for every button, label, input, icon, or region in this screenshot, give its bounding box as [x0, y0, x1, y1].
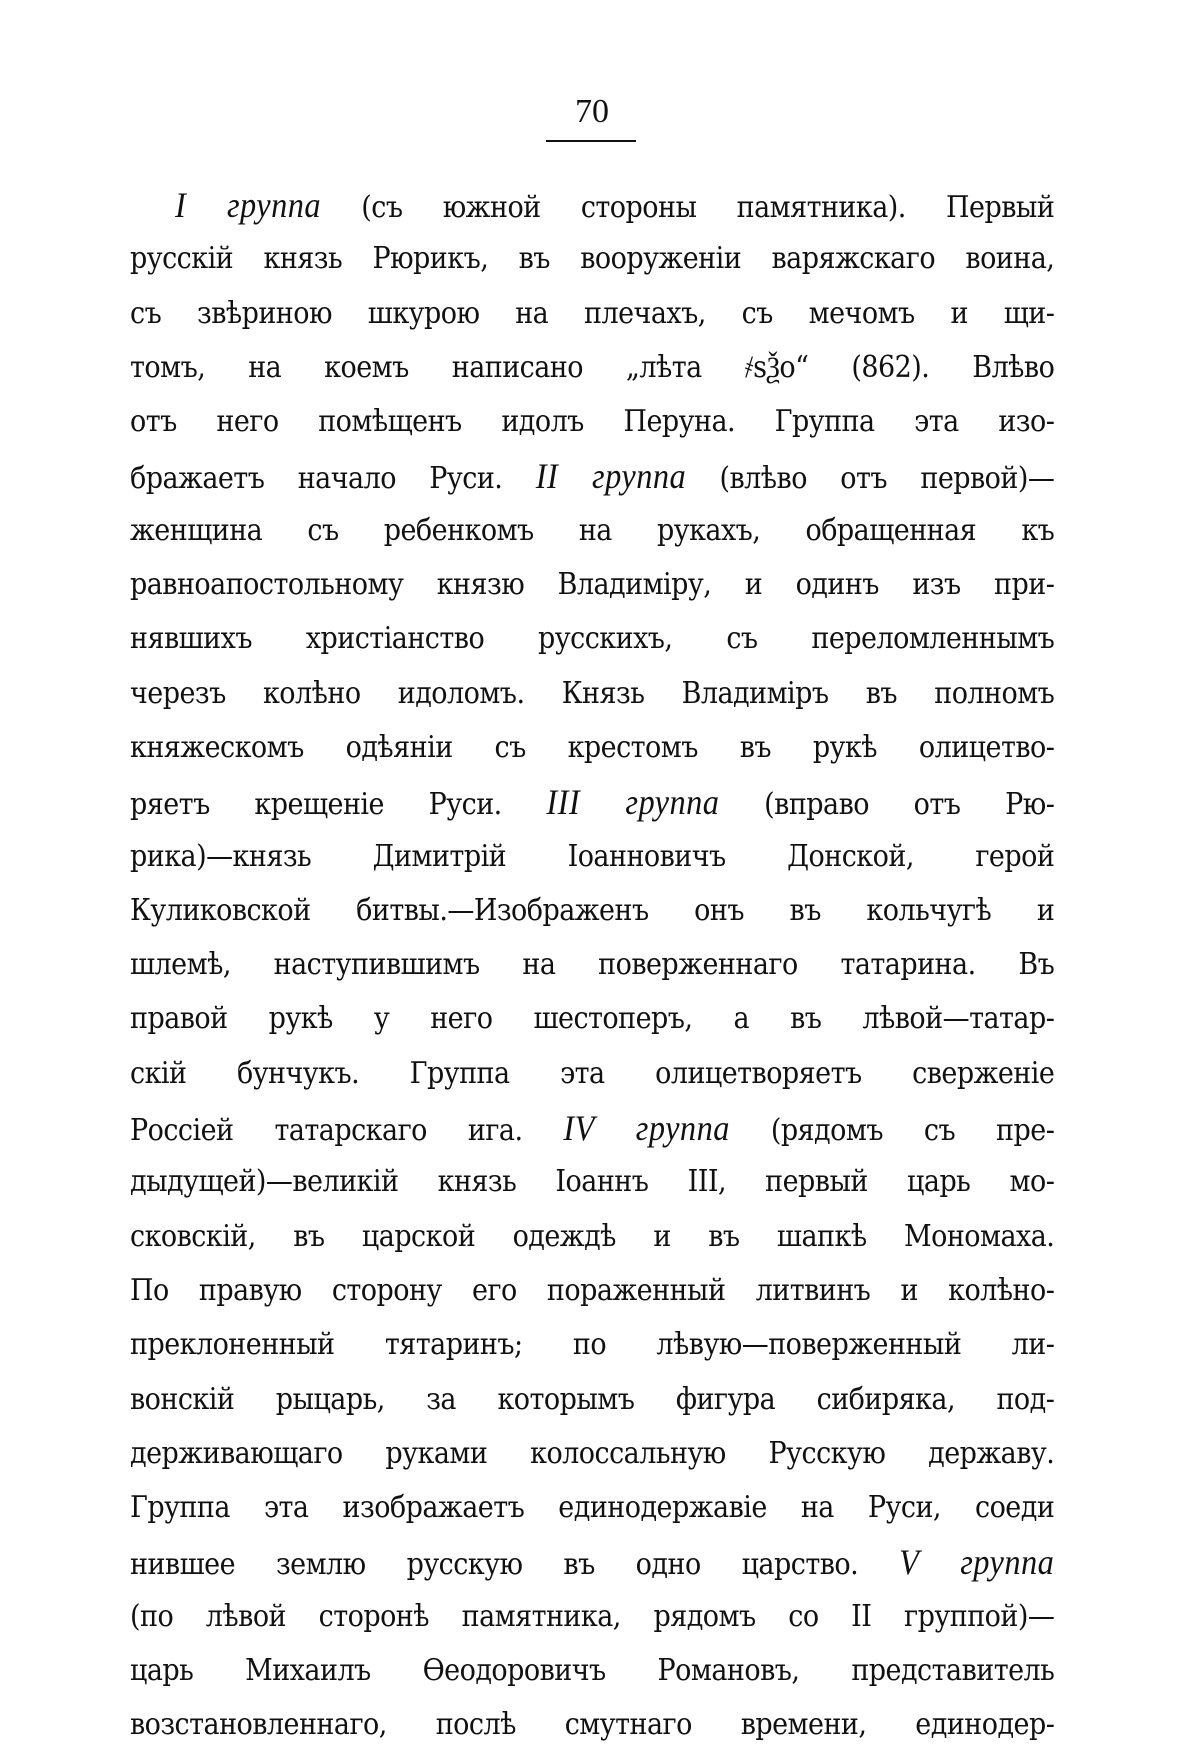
- group-heading: II группа: [535, 456, 687, 497]
- text-line: [130, 1101, 1054, 1155]
- page-number: 70: [575, 93, 609, 130]
- text-line: [130, 1047, 1054, 1101]
- text-run: сковскій, въ царской одеждѣ и въ шапкѣ Мономаха.: [130, 1218, 1055, 1254]
- text-run: держивающаго руками колоссальную Русскую державу.: [130, 1435, 1055, 1471]
- text-run: съ звѣриною шкурою на плечахъ, съ мечомъ и щи-: [130, 295, 1055, 331]
- text-line: [130, 775, 1054, 829]
- text-run: (влѣво отъ первой)—: [686, 461, 1055, 497]
- text-line: [130, 938, 1054, 992]
- text-run: нившее землю русскую въ одно царство.: [130, 1547, 900, 1583]
- text-line: [130, 992, 1054, 1046]
- text-run: равноапостольному князю Владиміру, и одинъ изъ при-: [130, 567, 1055, 603]
- text-run: (съ южной стороны памятника). Первый: [321, 190, 1055, 225]
- text-run: женщина съ ребенкомъ на рукахъ, обращенная къ: [130, 512, 1055, 548]
- group-heading: I группа: [175, 185, 322, 225]
- page-number-rule: [546, 140, 636, 142]
- group-heading: IV группа: [563, 1108, 730, 1149]
- text-run: рика)—князь Димитрій Іоанновичъ Донской, герой: [130, 838, 1055, 874]
- text-run: Группа эта изображаетъ единодержавіе на Руси, соеди: [130, 1490, 1055, 1526]
- text-run: Россіей татарскаго ига.: [130, 1113, 564, 1149]
- text-line: [130, 558, 1054, 612]
- text-line: [130, 1318, 1054, 1372]
- text-run: (по лѣвой сторонѣ памятника, рядомъ со II группой)—: [130, 1598, 1055, 1634]
- text-line: [130, 1155, 1054, 1209]
- text-run: скій бунчукъ. Группа эта олицетворяетъ сверженіе: [130, 1055, 1055, 1091]
- text-run: нявшихъ христіанство русскихъ, съ переломленнымъ: [130, 621, 1055, 657]
- text-run: русскій князь Рюрикъ, въ вооруженіи варяжскаго воина,: [130, 241, 1055, 277]
- text-run: княжескомъ одѣяніи съ крестомъ въ рукѣ олицетво-: [130, 729, 1055, 765]
- text-line: [130, 1644, 1054, 1698]
- text-line: [130, 341, 1054, 395]
- text-line: [130, 612, 1054, 666]
- text-run: преклоненный тятаринъ; по лѣвую—поверженный ли-: [130, 1327, 1055, 1363]
- text-line: [130, 1264, 1054, 1318]
- text-run: дыдущей)—великій князь Іоаннъ III, первый царь мо-: [130, 1164, 1055, 1200]
- text-run: (вправо отъ Рю-: [719, 787, 1055, 823]
- text-line: [130, 667, 1054, 721]
- text-line: [130, 884, 1054, 938]
- group-heading: V группа: [899, 1542, 1055, 1583]
- text-line: [130, 504, 1054, 558]
- text-line: [130, 1427, 1054, 1481]
- text-line: [130, 1590, 1054, 1644]
- text-line: [130, 449, 1054, 503]
- text-run: томъ, на коемъ написано „лѣта ҂sѮо“ (862). Влѣво: [130, 349, 1055, 385]
- text-run: По правую сторону его пораженный литвинъ и колѣно-: [130, 1272, 1055, 1308]
- text-run: бражаетъ начало Руси.: [130, 461, 536, 497]
- text-run: царь Михаилъ Ѳеодоровичъ Романовъ, представитель: [130, 1653, 1055, 1689]
- text-run: вонскій рыцарь, за которымъ фигура сибиряка, под-: [130, 1381, 1055, 1417]
- text-line: [130, 395, 1054, 449]
- text-line: [130, 1535, 1054, 1589]
- text-line: [130, 830, 1054, 884]
- body-text: [130, 178, 1054, 1753]
- text-run: возстановленнаго, послѣ смутнаго времени, единодер-: [130, 1707, 1055, 1743]
- text-line: [130, 178, 1054, 232]
- text-run: Куликовской битвы.—Изображенъ онъ въ кольчугѣ и: [130, 892, 1055, 928]
- group-heading: III группа: [546, 782, 720, 823]
- text-line: [130, 1698, 1054, 1752]
- text-line: [130, 232, 1054, 286]
- text-line: [130, 721, 1054, 775]
- text-run: правой рукѣ у него шестоперъ, а въ лѣвой—татар-: [130, 1001, 1055, 1037]
- text-run: (рядомъ съ пре-: [729, 1113, 1055, 1149]
- text-run: шлемѣ, наступившимъ на поверженнаго татарина. Въ: [130, 947, 1055, 983]
- text-run: отъ него помѣщенъ идолъ Перуна. Группа эта изо-: [130, 404, 1055, 440]
- text-line: [130, 1373, 1054, 1427]
- text-line: [130, 1481, 1054, 1535]
- text-run: ряетъ крещеніе Руси.: [130, 787, 547, 823]
- text-line: [130, 1210, 1054, 1264]
- text-run: черезъ колѣно идоломъ. Князь Владиміръ въ полномъ: [130, 675, 1055, 711]
- text-line: [130, 287, 1054, 341]
